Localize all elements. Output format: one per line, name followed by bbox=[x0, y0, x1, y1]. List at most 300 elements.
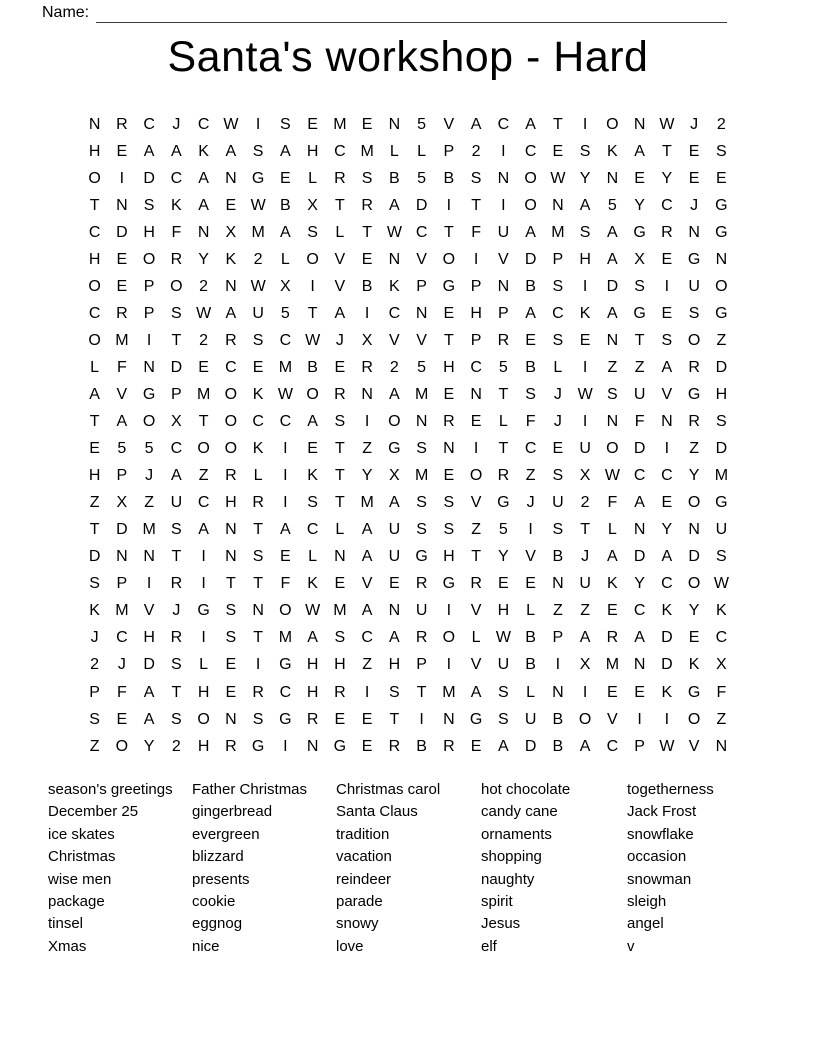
grid-cell: S bbox=[552, 521, 564, 539]
grid-cell: Y bbox=[634, 196, 645, 214]
grid-cell: M bbox=[442, 683, 456, 701]
grid-cell: L bbox=[308, 548, 318, 566]
grid-cell: H bbox=[197, 683, 210, 701]
grid-cell: V bbox=[525, 548, 536, 566]
grid-cell: V bbox=[334, 277, 346, 295]
grid-cell: N bbox=[470, 385, 482, 403]
grid-cell: Z bbox=[607, 358, 618, 376]
grid-cell: I bbox=[528, 521, 533, 539]
grid-cell: A bbox=[334, 304, 346, 322]
grid-cell: P bbox=[116, 575, 128, 593]
grid-cell: L bbox=[607, 521, 617, 539]
grid-cell: G bbox=[633, 304, 646, 322]
grid-cell: H bbox=[334, 656, 346, 674]
grid-cell: E bbox=[334, 575, 346, 593]
word-list-item: shopping bbox=[481, 848, 542, 866]
grid-cell: A bbox=[525, 115, 536, 133]
grid-cell: W bbox=[386, 223, 402, 241]
grid-cell: O bbox=[142, 413, 156, 431]
grid-cell: P bbox=[143, 304, 155, 322]
grid-cell: L bbox=[498, 413, 508, 431]
grid-cell: W bbox=[495, 629, 511, 647]
grid-cell: Z bbox=[634, 358, 645, 376]
grid-cell: Y bbox=[143, 737, 155, 755]
grid-cell: R bbox=[361, 196, 373, 214]
grid-cell: C bbox=[197, 494, 210, 512]
grid-cell: I bbox=[664, 710, 670, 728]
grid-cell: G bbox=[715, 196, 728, 214]
word-list-item: Jesus bbox=[481, 915, 521, 933]
grid-cell: C bbox=[470, 358, 482, 376]
grid-cell: S bbox=[416, 521, 427, 539]
grid-cell: O bbox=[578, 710, 592, 728]
grid-cell: A bbox=[116, 413, 128, 431]
grid-cell: A bbox=[280, 223, 291, 241]
grid-row bbox=[81, 490, 735, 517]
grid-cell: 5 bbox=[144, 440, 154, 458]
grid-cell: A bbox=[525, 223, 536, 241]
grid-cell: S bbox=[552, 467, 564, 485]
grid-cell: G bbox=[415, 548, 428, 566]
grid-cell: N bbox=[443, 710, 455, 728]
grid-cell: E bbox=[307, 440, 318, 458]
grid-row bbox=[81, 706, 735, 733]
word-list-item: wise men bbox=[48, 870, 112, 888]
grid-cell: H bbox=[197, 737, 210, 755]
grid-cell: S bbox=[171, 656, 182, 674]
word-list-item: spirit bbox=[481, 893, 513, 911]
grid-cell: N bbox=[252, 602, 264, 620]
word-list-item: nice bbox=[192, 937, 220, 955]
grid-cell: Z bbox=[362, 656, 373, 674]
word-list-item: evergreen bbox=[192, 825, 260, 843]
grid-cell: N bbox=[388, 250, 401, 268]
grid-cell: S bbox=[443, 521, 455, 539]
word-list-item: love bbox=[336, 937, 364, 955]
grid-cell: V bbox=[443, 115, 455, 133]
grid-cell: I bbox=[582, 115, 588, 133]
grid-cell: K bbox=[252, 385, 264, 403]
grid-cell: T bbox=[171, 331, 182, 349]
grid-cell: A bbox=[579, 196, 591, 214]
grid-cell: C bbox=[279, 683, 292, 701]
grid-cell: K bbox=[252, 440, 264, 458]
grid-cell: N bbox=[497, 169, 510, 187]
grid-cell: N bbox=[606, 413, 619, 431]
grid-cell: D bbox=[88, 548, 101, 566]
grid-cell: E bbox=[661, 250, 673, 268]
grid-cell: G bbox=[715, 304, 728, 322]
word-list-item: snowman bbox=[627, 870, 692, 888]
grid-cell: C bbox=[633, 467, 646, 485]
grid-cell: Y bbox=[634, 575, 645, 593]
grid-cell: O bbox=[687, 331, 701, 349]
grid-cell: V bbox=[416, 250, 427, 268]
grid-cell: U bbox=[579, 440, 591, 458]
grid-cell: V bbox=[607, 710, 618, 728]
grid-cell: Z bbox=[525, 467, 536, 485]
grid-cell: E bbox=[525, 331, 536, 349]
grid-cell: S bbox=[307, 223, 318, 241]
grid-cell: R bbox=[388, 737, 401, 755]
grid-cell: M bbox=[278, 358, 293, 376]
grid-row bbox=[81, 409, 735, 436]
grid-cell: P bbox=[552, 629, 564, 647]
grid-cell: U bbox=[388, 548, 401, 566]
grid-cell: M bbox=[414, 467, 429, 485]
grid-cell: N bbox=[116, 548, 128, 566]
grid-cell: O bbox=[388, 413, 401, 431]
grid-cell: A bbox=[634, 142, 645, 160]
grid-cell: E bbox=[470, 737, 482, 755]
grid-cell: T bbox=[89, 521, 100, 539]
grid-cell: Z bbox=[552, 602, 563, 620]
grid-cell: Z bbox=[716, 331, 727, 349]
grid-cell: I bbox=[201, 575, 206, 593]
grid-cell: K bbox=[307, 467, 318, 485]
grid-cell: K bbox=[307, 575, 318, 593]
grid-cell: U bbox=[388, 521, 401, 539]
grid-cell: O bbox=[197, 440, 210, 458]
grid-cell: G bbox=[442, 575, 456, 593]
grid-cell: W bbox=[659, 115, 675, 133]
word-list-item: snowy bbox=[336, 915, 379, 933]
grid-cell: E bbox=[361, 737, 373, 755]
name-label: Name: bbox=[42, 4, 90, 21]
grid-cell: S bbox=[634, 277, 645, 295]
grid-cell: E bbox=[634, 169, 645, 187]
grid-cell: Z bbox=[144, 494, 155, 512]
grid-cell: T bbox=[471, 548, 482, 566]
grid-cell: B bbox=[525, 629, 536, 647]
grid-cell: I bbox=[255, 656, 261, 674]
word-list-item: tradition bbox=[336, 825, 390, 843]
grid-cell: M bbox=[714, 467, 729, 485]
grid-cell: A bbox=[198, 169, 209, 187]
grid-cell: E bbox=[225, 196, 237, 214]
grid-cell: Y bbox=[579, 169, 591, 187]
grid-cell: T bbox=[416, 683, 427, 701]
grid-cell: B bbox=[552, 737, 564, 755]
grid-cell: F bbox=[716, 683, 727, 701]
grid-cell: H bbox=[715, 385, 728, 403]
word-list-item: angel bbox=[627, 915, 664, 933]
grid-cell: O bbox=[279, 602, 292, 620]
grid-cell: G bbox=[197, 602, 210, 620]
grid-cell: B bbox=[525, 277, 536, 295]
grid-cell: U bbox=[170, 494, 183, 512]
grid-cell: E bbox=[198, 358, 209, 376]
grid-cell: R bbox=[443, 737, 455, 755]
grid-cell: N bbox=[143, 548, 155, 566]
grid-cell: N bbox=[88, 115, 101, 133]
name-blank-line bbox=[96, 3, 727, 23]
grid-cell: C bbox=[279, 331, 292, 349]
grid-cell: H bbox=[143, 629, 155, 647]
grid-cell: Z bbox=[89, 737, 100, 755]
grid-cell: A bbox=[607, 223, 618, 241]
grid-cell: R bbox=[415, 575, 428, 593]
grid-cell: U bbox=[497, 223, 510, 241]
word-list-item: eggnog bbox=[192, 915, 243, 933]
grid-cell: O bbox=[687, 494, 701, 512]
word-list-item: elf bbox=[481, 937, 497, 955]
grid-cell: I bbox=[283, 494, 288, 512]
grid-cell: W bbox=[223, 115, 239, 133]
grid-cell: R bbox=[252, 494, 264, 512]
grid-cell: S bbox=[607, 385, 618, 403]
grid-cell: I bbox=[283, 737, 288, 755]
grid-cell: G bbox=[279, 710, 292, 728]
grid-cell: G bbox=[469, 710, 483, 728]
grid-cell: E bbox=[361, 250, 373, 268]
grid-cell: B bbox=[416, 737, 427, 755]
grid-cell: R bbox=[688, 413, 700, 431]
grid-cell: M bbox=[333, 115, 347, 133]
grid-row bbox=[81, 300, 735, 327]
grid-cell: C bbox=[306, 521, 319, 539]
grid-cell: P bbox=[143, 277, 155, 295]
grid-cell: O bbox=[442, 250, 456, 268]
grid-cell: P bbox=[443, 142, 455, 160]
grid-cell: N bbox=[306, 737, 319, 755]
grid-cell: A bbox=[143, 142, 155, 160]
grid-cell: U bbox=[252, 304, 264, 322]
word-list-item: ice skates bbox=[48, 825, 115, 843]
grid-cell: S bbox=[579, 223, 591, 241]
grid-cell: K bbox=[389, 277, 400, 295]
grid-cell: N bbox=[388, 602, 401, 620]
grid-cell: U bbox=[633, 385, 646, 403]
grid-cell: J bbox=[690, 196, 699, 214]
grid-cell: C bbox=[170, 169, 183, 187]
name-row bbox=[42, 2, 727, 23]
grid-cell: E bbox=[525, 575, 536, 593]
grid-cell: D bbox=[116, 521, 128, 539]
grid-row bbox=[81, 436, 735, 463]
grid-cell: I bbox=[419, 710, 424, 728]
grid-cell: V bbox=[389, 331, 400, 349]
grid-cell: S bbox=[416, 440, 427, 458]
grid-cell: I bbox=[446, 656, 452, 674]
grid-cell: U bbox=[715, 521, 728, 539]
grid-cell: 5 bbox=[117, 440, 127, 458]
grid-cell: C bbox=[497, 115, 510, 133]
grid-cell: L bbox=[335, 223, 345, 241]
word-list-item: blizzard bbox=[192, 848, 244, 866]
grid-cell: I bbox=[501, 142, 506, 160]
word-list-item: occasion bbox=[627, 848, 687, 866]
grid-cell: T bbox=[498, 440, 509, 458]
grid-cell: K bbox=[171, 196, 182, 214]
grid-cell: O bbox=[224, 385, 238, 403]
word-list-item: snowflake bbox=[627, 825, 694, 843]
grid-cell: R bbox=[688, 358, 700, 376]
word-list-item: package bbox=[48, 893, 105, 911]
grid-cell: S bbox=[716, 548, 727, 566]
grid-cell: T bbox=[198, 413, 209, 431]
grid-cell: A bbox=[389, 385, 400, 403]
grid-cell: G bbox=[442, 277, 456, 295]
grid-cell: U bbox=[579, 575, 591, 593]
grid-cell: K bbox=[661, 683, 673, 701]
grid-cell: T bbox=[552, 115, 563, 133]
grid-cell: J bbox=[172, 602, 181, 620]
grid-cell: M bbox=[278, 629, 293, 647]
grid-cell: J bbox=[145, 467, 154, 485]
word-list-item: cookie bbox=[192, 893, 236, 911]
grid-cell: V bbox=[498, 250, 509, 268]
grid-cell: R bbox=[470, 575, 482, 593]
grid-cell: X bbox=[389, 467, 400, 485]
grid-cell: C bbox=[225, 358, 237, 376]
grid-cell: L bbox=[471, 629, 481, 647]
grid-cell: C bbox=[197, 115, 210, 133]
grid-cell: A bbox=[525, 304, 536, 322]
grid-cell: Y bbox=[688, 602, 700, 620]
grid-cell: N bbox=[388, 115, 401, 133]
grid-cell: N bbox=[361, 385, 373, 403]
grid-cell: D bbox=[688, 548, 700, 566]
grid-row bbox=[81, 625, 735, 652]
grid-cell: T bbox=[334, 467, 345, 485]
grid-cell: S bbox=[416, 494, 427, 512]
grid-cell: D bbox=[524, 737, 537, 755]
grid-cell: G bbox=[333, 737, 347, 755]
grid-cell: R bbox=[361, 358, 373, 376]
grid-cell: N bbox=[225, 710, 237, 728]
grid-cell: T bbox=[362, 223, 373, 241]
grid-cell: F bbox=[280, 575, 291, 593]
grid-cell: A bbox=[661, 548, 673, 566]
grid-cell: I bbox=[446, 602, 452, 620]
grid-cell: N bbox=[415, 413, 428, 431]
grid-cell: P bbox=[416, 277, 427, 295]
grid-cell: A bbox=[307, 629, 318, 647]
grid-cell: I bbox=[283, 467, 288, 485]
grid-cell: 2 bbox=[171, 737, 181, 755]
grid-cell: E bbox=[225, 683, 237, 701]
grid-cell: E bbox=[661, 494, 673, 512]
grid-cell: H bbox=[443, 358, 455, 376]
grid-cell: G bbox=[142, 385, 156, 403]
grid-cell: P bbox=[116, 467, 128, 485]
word-list-item: season's greetings bbox=[48, 781, 173, 798]
grid-cell: G bbox=[251, 737, 265, 755]
grid-cell: S bbox=[361, 169, 373, 187]
grid-cell: N bbox=[688, 223, 700, 241]
grid-cell: U bbox=[497, 656, 510, 674]
grid-cell: V bbox=[470, 602, 482, 620]
grid-cell: B bbox=[389, 169, 400, 187]
word-list-item: Christmas carol bbox=[336, 781, 441, 798]
word-list-column bbox=[48, 779, 192, 958]
grid-cell: M bbox=[196, 385, 211, 403]
grid-cell: I bbox=[364, 413, 370, 431]
grid-cell: L bbox=[308, 169, 318, 187]
grid-cell: I bbox=[364, 304, 370, 322]
grid-cell: N bbox=[225, 169, 237, 187]
word-list-item: parade bbox=[336, 893, 383, 911]
grid-cell: O bbox=[687, 575, 701, 593]
grid-cell: N bbox=[334, 548, 346, 566]
grid-cell: E bbox=[116, 250, 128, 268]
grid-cell: T bbox=[89, 196, 100, 214]
grid-cell: D bbox=[524, 250, 537, 268]
word-list-item: naughty bbox=[481, 870, 535, 888]
grid-cell: A bbox=[661, 358, 673, 376]
grid-cell: S bbox=[525, 385, 536, 403]
grid-cell: A bbox=[498, 737, 509, 755]
grid-cell: A bbox=[389, 494, 400, 512]
grid-cell: M bbox=[551, 223, 565, 241]
grid-cell: T bbox=[253, 629, 264, 647]
word-list-item: Christmas bbox=[48, 848, 116, 866]
grid-cell: I bbox=[283, 440, 288, 458]
grid-cell: Z bbox=[580, 602, 591, 620]
grid-cell: L bbox=[199, 656, 209, 674]
grid-cell: L bbox=[553, 358, 563, 376]
grid-cell: X bbox=[171, 413, 182, 431]
grid-cell: E bbox=[688, 629, 700, 647]
grid-cell: W bbox=[659, 737, 675, 755]
grid-cell: F bbox=[116, 358, 127, 376]
grid-row bbox=[81, 192, 735, 219]
grid-cell: 5 bbox=[417, 169, 427, 187]
grid-cell: N bbox=[443, 440, 455, 458]
grid-cell: T bbox=[253, 521, 264, 539]
grid-cell: 2 bbox=[253, 250, 263, 268]
grid-cell: T bbox=[307, 304, 318, 322]
grid-cell: H bbox=[88, 142, 101, 160]
grid-row bbox=[81, 219, 735, 246]
grid-cell: P bbox=[470, 331, 482, 349]
grid-cell: L bbox=[417, 142, 427, 160]
grid-cell: M bbox=[115, 331, 129, 349]
grid-cell: A bbox=[307, 413, 318, 431]
grid-cell: R bbox=[497, 467, 510, 485]
grid-cell: Y bbox=[361, 467, 373, 485]
grid-cell: E bbox=[661, 304, 673, 322]
grid-cell: N bbox=[633, 115, 646, 133]
grid-cell: A bbox=[198, 196, 209, 214]
grid-cell: A bbox=[361, 548, 373, 566]
grid-cell: K bbox=[89, 602, 100, 620]
grid-cell: H bbox=[225, 494, 237, 512]
grid-cell: A bbox=[198, 521, 209, 539]
grid-cell: N bbox=[606, 169, 619, 187]
grid-cell: 2 bbox=[199, 331, 209, 349]
grid-cell: R bbox=[170, 575, 183, 593]
grid-cell: G bbox=[251, 169, 265, 187]
grid-cell: F bbox=[116, 683, 127, 701]
grid-cell: S bbox=[661, 331, 673, 349]
grid-cell: V bbox=[116, 385, 128, 403]
grid-cell: X bbox=[716, 656, 727, 674]
grid-cell: C bbox=[279, 413, 292, 431]
grid-cell: C bbox=[388, 304, 401, 322]
grid-cell: X bbox=[307, 196, 318, 214]
grid-cell: P bbox=[498, 304, 509, 322]
grid-cell: X bbox=[116, 494, 128, 512]
grid-cell: J bbox=[90, 629, 99, 647]
grid-cell: A bbox=[143, 710, 155, 728]
word-list-item: reindeer bbox=[336, 870, 392, 888]
grid-cell: P bbox=[171, 385, 182, 403]
grid-cell: I bbox=[473, 440, 479, 458]
grid-cell: D bbox=[143, 656, 155, 674]
grid-cell: M bbox=[142, 521, 156, 539]
